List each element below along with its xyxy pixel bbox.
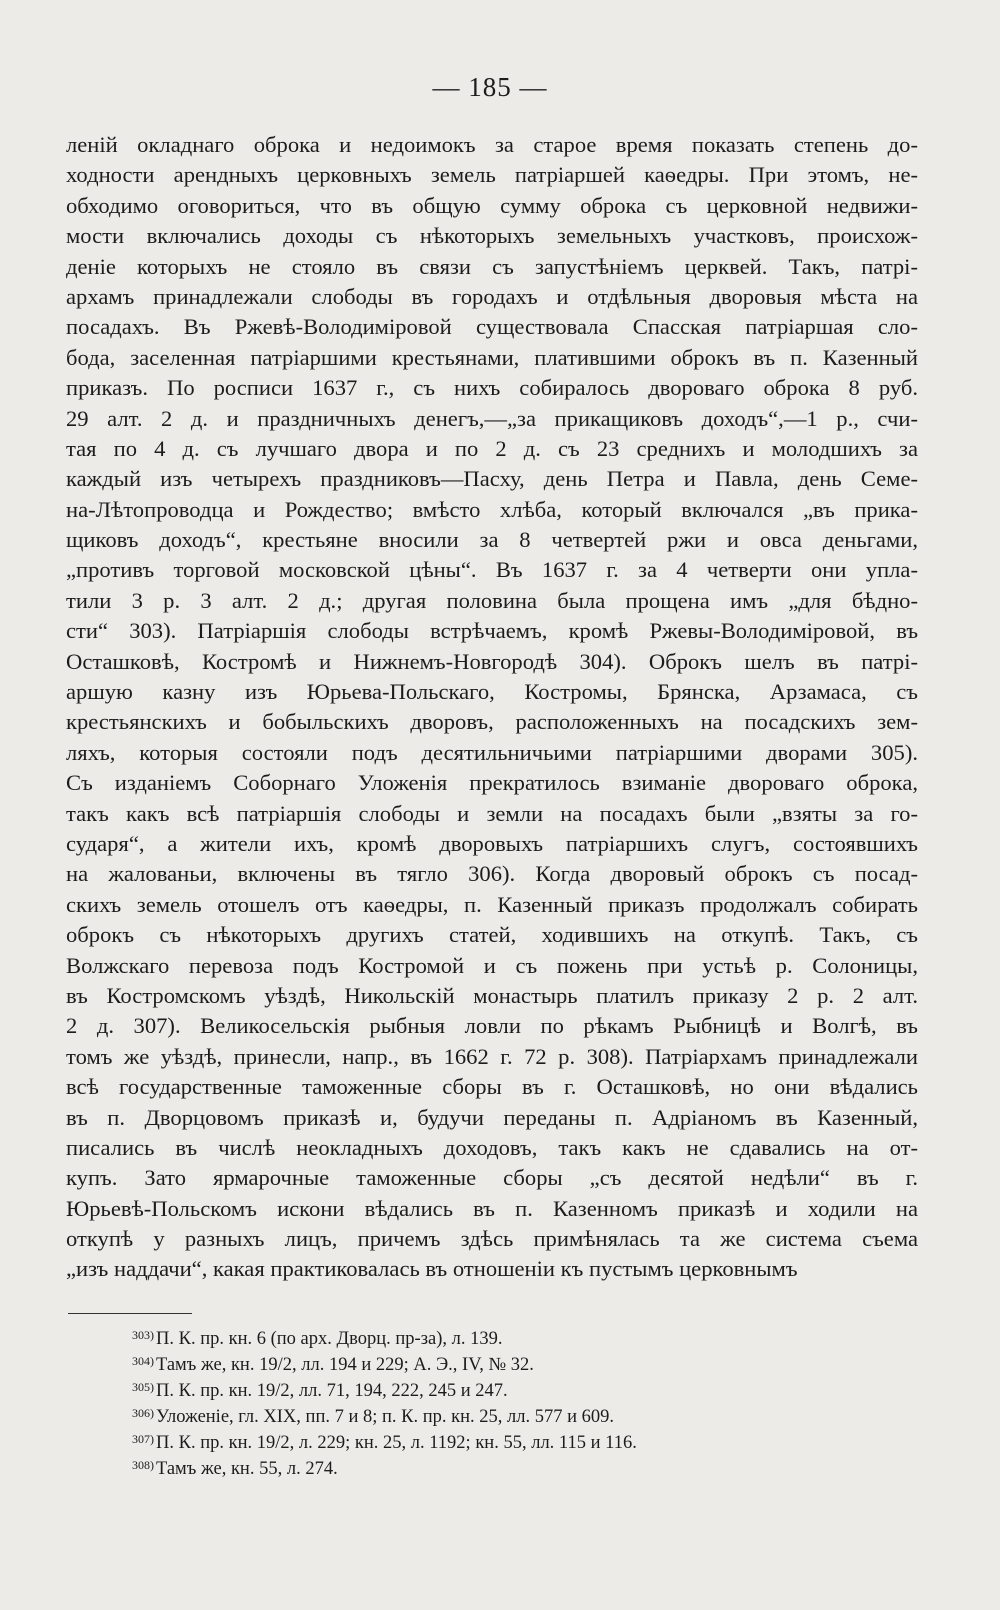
text-line: сти“ 303). Патріаршія слободы встрѣчаемъ, кромѣ Ржевы-Володимiровой, въ (66, 618, 918, 644)
footnote-text: П. К. пр. кн. 6 (по арх. Дворц. пр-за), л. 139. (156, 1329, 503, 1349)
footnote (132, 1322, 892, 1348)
footnote-number: 305) (132, 1380, 154, 1394)
text-line: 29 алт. 2 д. и праздничныхъ денегъ,—„за прикащиковъ доходъ“,—1 р., счи- (66, 405, 918, 431)
footnote (132, 1452, 892, 1478)
text-line: Съ изданіемъ Соборнаго Уложенія прекратилось взиманіе двороваго оброка, (66, 770, 918, 796)
text-line: архамъ принадлежали слободы въ городахъ и отдѣльныя дворовыя мѣста на (66, 283, 918, 309)
footnote-text: П. К. пр. кн. 19/2, л. 229; кн. 25, л. 1192; кн. 55, лл. 115 и 116. (156, 1433, 637, 1453)
footnote (132, 1400, 892, 1426)
text-line: оброкъ съ нѣкоторыхъ другихъ статей, ходившихъ на откупѣ. Такъ, съ (66, 922, 918, 948)
text-line: бода, заселенная патріаршими крестьянами, платившими оброкъ въ п. Казенный (66, 344, 918, 370)
text-line: Юрьевѣ-Польскомъ искони вѣдались въ п. Казенномъ приказѣ и ходили на (66, 1195, 918, 1221)
text-line: писались въ числѣ неокладныхъ доходовъ, такъ какъ не сдавались на от- (66, 1134, 918, 1160)
text-line: ходности арендныхъ церковныхъ земель патріаршей каѳедры. При этомъ, не- (66, 162, 918, 188)
footnote-divider (68, 1313, 192, 1314)
text-line: посадахъ. Въ Ржевѣ-Володимiровой существовала Спасская патріаршая сло- (66, 314, 918, 340)
text-line: тая по 4 д. съ лучшаго двора и по 2 д. съ 23 среднихъ и молодшихъ за (66, 435, 918, 461)
text-line: ляхъ, которыя состояли подъ десятильничьими патріаршими дворами 305). (66, 739, 918, 765)
text-line: такъ какъ всѣ патріаршія слободы и земли на посадахъ были „взяты за го- (66, 800, 918, 826)
text-line: приказъ. По росписи 1637 г., съ нихъ собиралось двороваго оброка 8 руб. (66, 375, 918, 401)
footnote-text: Уложеніе, гл. XIX, пп. 7 и 8; п. К. пр. кн. 25, лл. 577 и 609. (156, 1407, 615, 1427)
footnote-text: П. К. пр. кн. 19/2, лл. 71, 194, 222, 245 и 247. (156, 1381, 508, 1401)
text-line: щиковъ доходъ“, крестьяне вносили за 8 четвертей ржи и овса деньгами, (66, 527, 918, 553)
text-line: купъ. Зато ярмарочные таможенные сборы „съ десятой недѣли“ въ г. (66, 1165, 918, 1191)
text-line: Осташковѣ, Костромѣ и Нижнемъ-Новгородѣ 304). Оброкъ шелъ въ патрі- (66, 648, 918, 674)
text-line: обходимо оговориться, что въ общую сумму оброка съ церковной недвижи- (66, 192, 918, 218)
footnote (132, 1426, 892, 1452)
footnote-text: Тамъ же, кн. 19/2, лл. 194 и 229; А. Э., IV, № 32. (156, 1355, 534, 1375)
text-line: аршую казну изъ Юрьева-Польскаго, Костромы, Брянска, Арзамаса, съ (66, 679, 918, 705)
text-line: каждый изъ четырехъ праздниковъ—Пасху, день Петра и Павла, день Семе- (66, 466, 918, 492)
footnote-number: 308) (132, 1458, 154, 1472)
text-line: деніе которыхъ не стояло въ связи съ запустѣніемъ церквей. Такъ, патрі- (66, 253, 918, 279)
text-line: въ Костромскомъ уѣздѣ, Никольскій монастырь платилъ приказу 2 р. 2 алт. (66, 982, 918, 1008)
text-line: тили 3 р. 3 алт. 2 д.; другая половина была прощена имъ „для бѣдно- (66, 587, 918, 613)
text-line: откупѣ у разныхъ лицъ, причемъ здѣсь примѣнялась та же система съема (66, 1226, 918, 1252)
footnote (132, 1374, 892, 1400)
text-line: „противъ торговой московской цѣны“. Въ 1637 г. за 4 четверти они упла- (66, 557, 918, 583)
text-line: „изъ наддачи“, какая практиковалась въ отношеніи къ пустымъ церковнымъ (66, 1256, 798, 1282)
text-line: скихъ земель отошелъ отъ каѳедры, п. Казенный приказъ продолжалъ собирать (66, 891, 918, 917)
text-line: мости включались доходы съ нѣкоторыхъ земельныхъ участковъ, происхож- (66, 223, 918, 249)
footnote-number: 306) (132, 1406, 154, 1420)
text-line: крестьянскихъ и бобыльскихъ дворовъ, расположенныхъ на посадскихъ зем- (66, 709, 918, 735)
footnote-number: 303) (132, 1328, 154, 1342)
text-line: сударя“, а жители ихъ, кромѣ дворовыхъ патріаршихъ слугъ, состоявшихъ (66, 830, 918, 856)
footnotes (132, 1322, 892, 1478)
footnote-number: 307) (132, 1432, 154, 1446)
footnote-number: 304) (132, 1354, 154, 1368)
text-line: леній окладнаго оброка и недоимокъ за старое время показать степень до- (66, 132, 918, 157)
text-line: Волжскаго перевоза подъ Костромой и съ пожень при устьѣ р. Солоницы, (66, 952, 918, 978)
text-line: всѣ государственные таможенные сборы въ г. Осташковѣ, но они вѣдались (66, 1074, 918, 1100)
text-line: томъ же уѣздѣ, принесли, напр., въ 1662 г. 72 р. 308). Патріархамъ принадлежали (66, 1043, 918, 1069)
text-line: въ п. Дворцовомъ приказѣ и, будучи переданы п. Адріаномъ въ Казенный, (66, 1104, 918, 1130)
text-line: на жалованьи, включены въ тягло 306). Когда дворовый оброкъ съ посад- (66, 861, 918, 887)
body-text (66, 130, 918, 1285)
footnote (132, 1348, 892, 1374)
text-line: 2 д. 307). Великосельскія рыбныя ловли по рѣкамъ Рыбницѣ и Волгѣ, въ (66, 1013, 918, 1039)
footnote-text: Тамъ же, кн. 55, л. 274. (156, 1459, 338, 1479)
page-number: — 185 — (432, 72, 548, 102)
text-line: на-Лѣтопроводца и Рождество; вмѣсто хлѣба, который включался „въ прика- (66, 496, 918, 522)
